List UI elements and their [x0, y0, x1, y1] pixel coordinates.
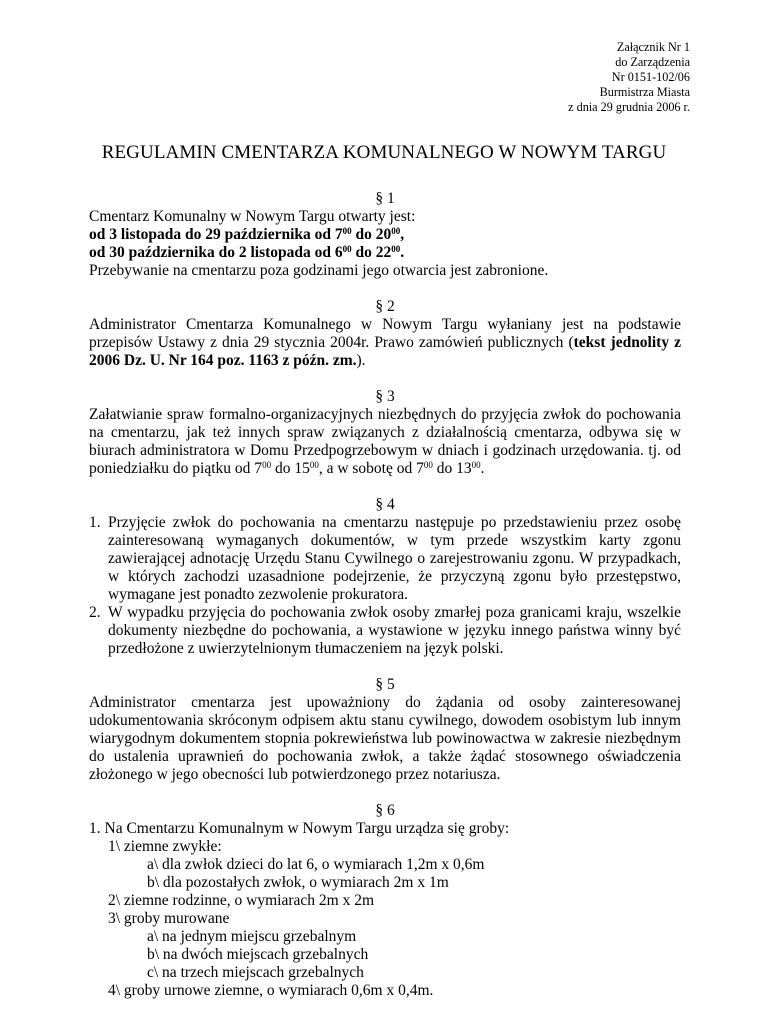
section-number: § 4: [375, 496, 395, 513]
legal-reference: tekst jednolity z 2006 Dz. U. Nr 164 poz. 1163 z późn. zm.: [89, 334, 681, 369]
section-number: § 5: [375, 676, 395, 693]
text-run: od 3 listopada do 29 października od 7: [89, 226, 343, 243]
section-6-line: a\ na jednym miejscu grzebalnym: [147, 928, 357, 945]
text-run: do 13: [432, 460, 472, 477]
annex-line: Nr 0151-102/06: [611, 70, 690, 84]
text-run: Administrator Cmentarza Komunalnego w Nowym Targu wyłaniany jest na podstawie przepisów Ustawy z dnia 29 stycznia 2004r. Prawo zamówień publicznych (: [89, 316, 681, 351]
section-6-line: 1. Na Cmentarzu Komunalnym w Nowym Targu urządza się groby:: [89, 820, 510, 837]
section-number: § 6: [375, 802, 395, 819]
superscript: 00: [391, 226, 401, 236]
section-3: [89, 388, 681, 478]
opening-hours-holiday: [89, 244, 681, 262]
section-1-note: Przebywanie na cmentarzu poza godzinami jego otwarcia jest zabronione.: [89, 262, 549, 279]
section-4-list: [89, 514, 681, 658]
text-run: .: [480, 460, 485, 477]
annex-line: do Zarządzenia: [615, 55, 690, 69]
text-run: .: [400, 244, 405, 261]
text-run: Załatwianie spraw formalno-organizacyjnych niezbędnych do przyjęcia zwłok do pochowania na cmentarzu, jak też innych spraw związanych z działalnością cmentarza, odbywa się w biurach administratora w Domu Przedpogrzebowym w dniach i godzinach urzędowania. tj. od poniedziałku do piątku od 7: [89, 406, 681, 477]
section-6-line: 2\ ziemne rodzinne, o wymiarach 2m x 2m: [108, 892, 375, 909]
text-run: ,: [400, 226, 405, 243]
list-marker: 1.: [89, 514, 101, 531]
section-number: § 2: [375, 298, 395, 315]
superscript: 00: [423, 460, 433, 470]
section-4: [89, 496, 681, 658]
section-6: [89, 802, 681, 1000]
section-1: [89, 190, 681, 280]
list-item-text: W wypadku przyjęcia do pochowania zwłok osoby zmarłej poza granicami kraju, wszelkie dokumenty niezbędne do pochowania, a wystawione w języku innego państwa winny być przedłożone z uwierzytelnionym tłumaczeniem na język polski.: [108, 604, 681, 657]
section-5-text: Administrator cmentarza jest upoważniony do żądania od osoby zainteresowanej udokumentowania skróconym odpisem aktu stanu cywilnego, dowodem osobistym lub innym wiarygodnym dokumentem stopnia pokrewieństwa lub powinowactwa w zakresie niezbędnym do ustalenia uprawnień do pochowania zwłok, a także żądać stosownego oświadczenia złożonego w jego obecności lub potwierdzonego przez notariusza.: [89, 694, 681, 783]
section-2-text: [89, 316, 681, 370]
section-2: [89, 298, 681, 370]
superscript: 00: [262, 460, 272, 470]
superscript: 00: [342, 244, 352, 254]
opening-hours-regular: [89, 226, 681, 244]
section-3-text: [89, 406, 681, 478]
annex-line: z dnia 29 grudnia 2006 r.: [568, 100, 690, 114]
superscript: 00: [391, 244, 401, 254]
text-run: do 15: [271, 460, 310, 477]
list-item-text: Przyjęcie zwłok do pochowania na cmentarzu następuje po przedstawieniu przez osobę zainteresowaną wymaganych dokumentów, w tym przede wszystkim karty zgonu zawierającej adnotację Urzędu Stanu Cywilnego o zarejestrowaniu zgonu. W przypadkach, w których zachodzi uzasadnione podejrzenie, że przyczyną zgonu było przestępstwo, wymagane jest ponadto zezwolenie prokuratora.: [108, 514, 681, 603]
superscript: 00: [342, 226, 352, 236]
section-6-line: 4\ groby urnowe ziemne, o wymiarach 0,6m x 0,4m.: [108, 982, 434, 999]
section-6-line: a\ dla zwłok dzieci do lat 6, o wymiarach 1,2m x 0,6m: [147, 856, 485, 873]
superscript: 00: [309, 460, 319, 470]
text-run: od 30 października do 2 listopada od 6: [89, 244, 343, 261]
section-6-line: c\ na trzech miejscach grzebalnych: [147, 964, 364, 981]
text-run: do 20: [351, 226, 392, 243]
section-1-intro: Cmentarz Komunalny w Nowym Targu otwarty jest:: [89, 208, 416, 225]
text-run: , a w sobotę od 7: [318, 460, 424, 477]
section-6-line: b\ dla pozostałych zwłok, o wymiarach 2m x 1m: [147, 874, 449, 891]
annex-header: [568, 40, 690, 115]
annex-line: Załącznik Nr 1: [616, 40, 690, 54]
section-number: § 1: [375, 190, 395, 207]
text-run: do 22: [351, 244, 392, 261]
section-6-line: 3\ groby murowane: [108, 910, 230, 927]
document-body: [89, 190, 681, 1018]
list-item: [89, 604, 681, 658]
section-number: § 3: [375, 388, 395, 405]
list-marker: 2.: [89, 604, 101, 621]
annex-line: Burmistrza Miasta: [599, 85, 690, 99]
document-title: REGULAMIN CMENTARZA KOMUNALNEGO W NOWYM TARGU: [101, 142, 667, 163]
text-run: ).: [356, 352, 366, 369]
list-item: [89, 514, 681, 604]
superscript: 00: [471, 460, 481, 470]
section-6-line: 1\ ziemne zwykłe:: [108, 838, 222, 855]
section-5: [89, 676, 681, 784]
section-6-line: b\ na dwóch miejscach grzebalnych: [147, 946, 369, 963]
